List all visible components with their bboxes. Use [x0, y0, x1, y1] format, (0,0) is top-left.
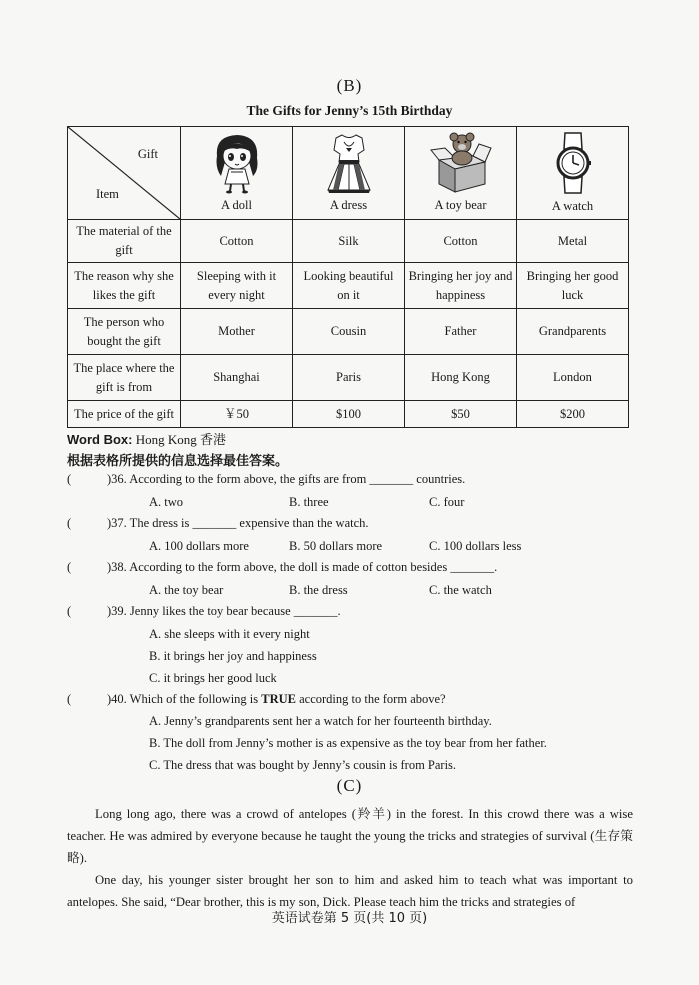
table-cell: Looking beautiful on it	[293, 263, 405, 309]
option-a: A. the toy bear	[149, 583, 224, 597]
table-cell: London	[517, 355, 629, 401]
toy-bear-icon	[429, 132, 493, 194]
option-c: C. The dress that was bought by Jenny’s cousin is from Paris.	[149, 758, 457, 772]
question-text: )38. According to the form above, the doll is made of cotton besides _______.	[107, 560, 498, 574]
answer-paren: (	[67, 516, 72, 530]
passage-paragraph-1: Long long ago, there was a crowd of antelopes (羚羊) in the forest. In this crowd there was a wise teacher. He was admired by everyone because he taught the young the tricks and strategies of survival (生存策略).	[67, 807, 633, 865]
doll-icon	[209, 132, 265, 194]
question-39	[67, 604, 341, 619]
table-row-place	[68, 355, 629, 401]
table-cell: Mother	[181, 309, 293, 355]
table-cell: Cotton	[405, 220, 517, 263]
table-cell: Cotton	[181, 220, 293, 263]
table-cell: $50	[405, 401, 517, 428]
question-text: )39. Jenny likes the toy bear because _______.	[107, 604, 341, 618]
page-footer: 英语试卷第 5 页(共 10 页)	[271, 911, 428, 926]
diagonal-line	[68, 127, 180, 219]
question-text: )36. According to the form above, the gifts are from _______ countries.	[107, 472, 466, 486]
question-text: )40. Which of the following is	[107, 692, 262, 706]
gift-name-doll: A doll	[221, 197, 252, 212]
table-cell: Bringing her good luck	[517, 263, 629, 309]
table-cell: $100	[293, 401, 405, 428]
row-label: The material of the gift	[68, 220, 181, 263]
table-cell: Hong Kong	[405, 355, 517, 401]
option-a: A. 100 dollars more	[149, 539, 249, 553]
gift-watch-cell	[517, 127, 629, 220]
question-text: )37. The dress is _______ expensive than the watch.	[107, 516, 369, 530]
gift-toy-bear-cell	[405, 127, 517, 220]
passage-paragraph-2: One day, his younger sister brought her son to him and asked him to teach what was important to antelopes. She said, “Dear brother, this is my son, Dick. Please teach him the tricks and strategies of	[67, 873, 633, 909]
table-cell: $200	[517, 401, 629, 428]
table-title: The Gifts for Jenny’s 15th Birthday	[246, 103, 453, 118]
question-emphasis: TRUE	[261, 692, 296, 706]
row-label: The price of the gift	[68, 401, 181, 428]
table-cell: Paris	[293, 355, 405, 401]
question-40	[67, 692, 446, 707]
dress-icon	[324, 132, 374, 194]
gift-name-toy-bear: A toy bear	[434, 197, 487, 212]
question-36	[67, 472, 465, 487]
table-cell: Sleeping with it every night	[181, 263, 293, 309]
table-cell: Father	[405, 309, 517, 355]
option-b: B. it brings her joy and happiness	[149, 649, 317, 663]
option-b: B. The doll from Jenny’s mother is as expensive as the toy bear from her father.	[149, 736, 547, 750]
answer-paren: (	[67, 560, 72, 574]
table-cell: ￥50	[181, 401, 293, 428]
row-label: The person who bought the gift	[68, 309, 181, 355]
option-c: C. the watch	[429, 583, 492, 597]
table-row-reason	[68, 263, 629, 309]
table-cell: Silk	[293, 220, 405, 263]
word-box-text: Hong Kong 香港	[135, 432, 227, 447]
section-c-heading: (C)	[336, 776, 363, 795]
option-b: B. three	[289, 495, 329, 509]
option-c: C. it brings her good luck	[149, 671, 277, 685]
gift-name-dress: A dress	[329, 197, 368, 212]
option-c: C. four	[429, 495, 465, 509]
instruction-text: 根据表格所提供的信息选择最佳答案。	[67, 454, 289, 469]
gifts-table	[67, 126, 629, 428]
watch-icon	[553, 131, 593, 195]
question-37	[67, 516, 369, 531]
table-cell: Shanghai	[181, 355, 293, 401]
option-b: B. the dress	[289, 583, 348, 597]
table-cell: Bringing her joy and happiness	[405, 263, 517, 309]
gift-name-watch: A watch	[551, 198, 594, 213]
gift-dress-cell	[293, 127, 405, 220]
answer-paren: (	[67, 472, 72, 486]
option-a: A. two	[149, 495, 184, 509]
option-b: B. 50 dollars more	[289, 539, 383, 553]
table-cell: Grandparents	[517, 309, 629, 355]
table-row-price	[68, 401, 629, 428]
corner-gift-label: Gift	[137, 147, 158, 161]
section-b-heading: (B)	[336, 76, 363, 95]
table-row-material	[68, 220, 629, 263]
option-a: A. she sleeps with it every night	[149, 627, 310, 641]
row-label: The place where the gift is from	[68, 355, 181, 401]
corner-item-label: Item	[96, 187, 119, 201]
table-row-buyer	[68, 309, 629, 355]
answer-paren: (	[67, 692, 72, 706]
word-box	[67, 429, 226, 448]
option-a: A. Jenny’s grandparents sent her a watch for her fourteenth birthday.	[149, 714, 492, 728]
table-cell: Metal	[517, 220, 629, 263]
option-c: C. 100 dollars less	[429, 539, 522, 553]
corner-cell	[68, 127, 181, 220]
question-38	[67, 560, 497, 575]
gift-doll-cell	[181, 127, 293, 220]
table-cell: Cousin	[293, 309, 405, 355]
question-text-end: according to the form above?	[296, 692, 446, 706]
row-label: The reason why she likes the gift	[68, 263, 181, 309]
table-header-row	[68, 127, 629, 220]
answer-paren: (	[67, 604, 72, 618]
word-box-label: Word Box:	[67, 432, 133, 447]
